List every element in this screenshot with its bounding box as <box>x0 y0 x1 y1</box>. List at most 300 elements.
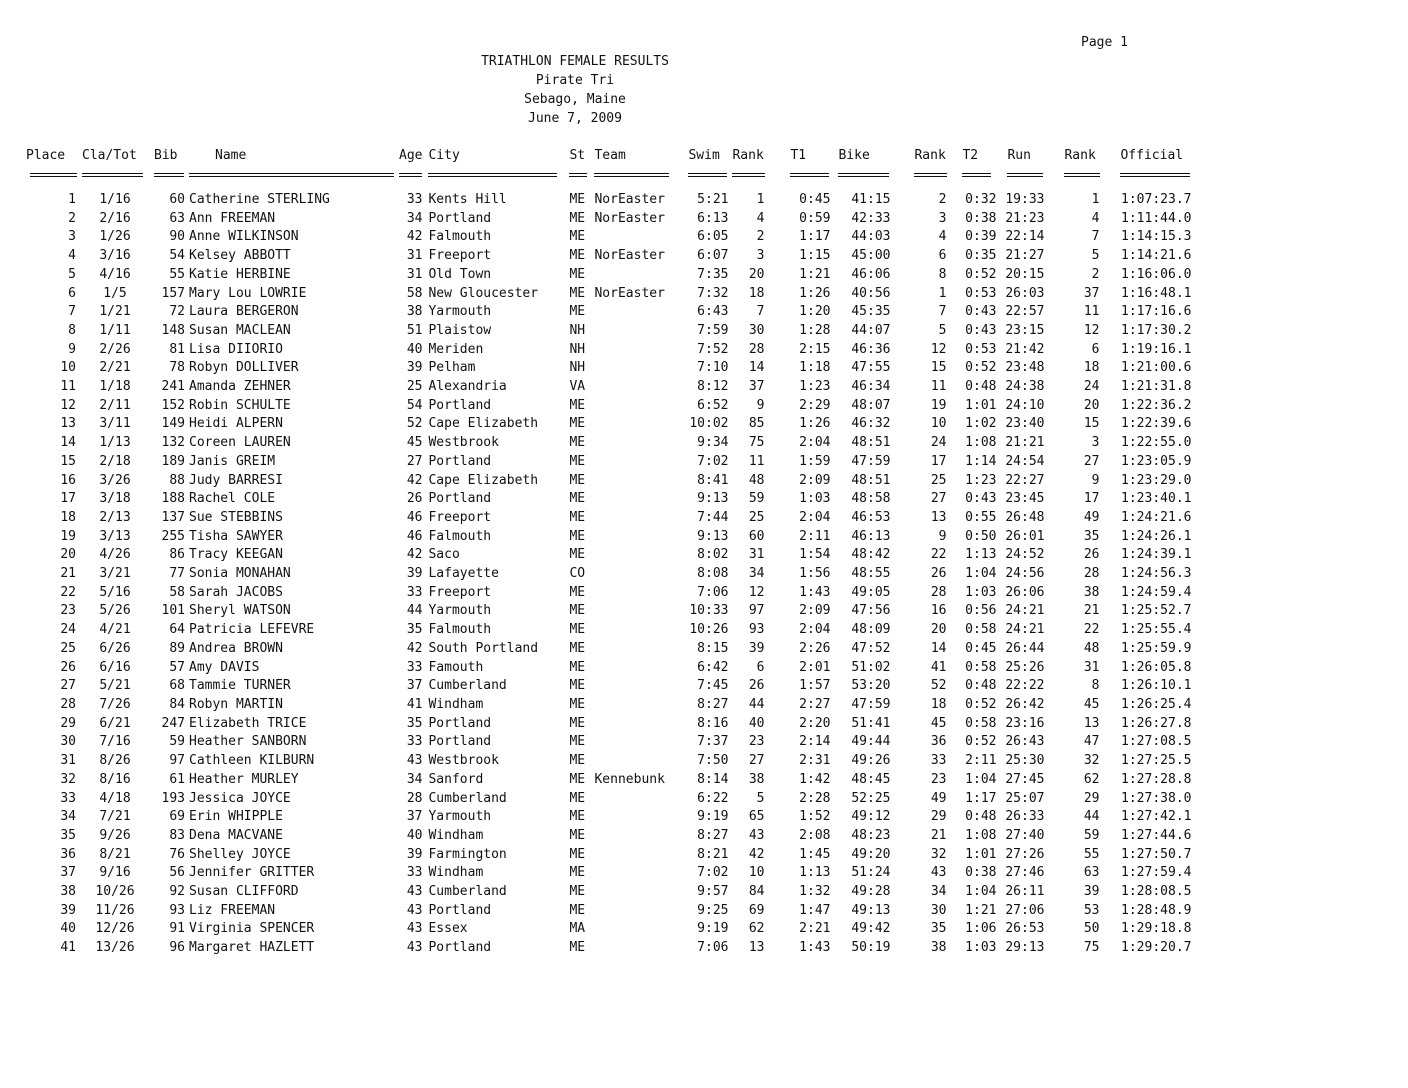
place-cell: 13 <box>60 416 76 432</box>
state-cell: ME <box>569 266 586 282</box>
state-cell: ME <box>569 827 586 843</box>
official-cell: 1:27:25.5 <box>1121 753 1192 769</box>
result-row <box>26 210 1195 229</box>
bike-cell: 48:58 <box>851 491 891 507</box>
swim-cell: 7:06 <box>697 584 729 600</box>
run-cell: 26:11 <box>1005 884 1045 900</box>
state-cell: ME <box>569 472 586 488</box>
official-cell: 1:26:25.4 <box>1121 696 1192 712</box>
result-row <box>26 565 1195 584</box>
swim-rank-cell: 5 <box>756 790 765 806</box>
state-cell: ME <box>569 304 586 320</box>
city-cell: Pelham <box>428 360 476 376</box>
age-cell: 35 <box>406 622 423 638</box>
state-cell: ME <box>569 902 586 918</box>
bike-cell: 48:42 <box>851 547 891 563</box>
header-underline <box>189 173 394 177</box>
header-underline <box>838 173 889 177</box>
bib-cell: 77 <box>169 566 185 582</box>
run-rank-cell: 48 <box>1083 640 1100 656</box>
team-cell <box>592 621 674 640</box>
bib-cell: 149 <box>161 416 185 432</box>
age-cell: 51 <box>406 322 423 338</box>
age-cell: 27 <box>406 453 423 469</box>
swim-cell: 9:57 <box>697 884 729 900</box>
bike-cell: 49:26 <box>851 753 891 769</box>
city-cell: Westbrook <box>428 435 499 451</box>
bib-cell: 72 <box>169 304 185 320</box>
t2-cell: 0:56 <box>965 603 997 619</box>
t1-cell: 1:21 <box>799 266 831 282</box>
team-cell <box>592 341 674 360</box>
class-total-cell: 1/5 <box>103 285 127 301</box>
name-cell: Sue STEBBINS <box>189 509 283 525</box>
run-cell: 27:46 <box>1005 865 1045 881</box>
name-cell: Robyn DOLLIVER <box>189 360 299 376</box>
team-cell <box>592 939 674 958</box>
age-cell: 28 <box>406 790 423 806</box>
header-underline <box>1007 173 1043 177</box>
bike-rank-cell: 8 <box>938 266 947 282</box>
city-cell: Famouth <box>428 659 484 675</box>
bike-cell: 42:33 <box>851 210 891 226</box>
city-cell: Windham <box>428 827 484 843</box>
bike-rank-cell: 4 <box>938 229 947 245</box>
swim-rank-cell: 2 <box>756 229 765 245</box>
t1-cell: 2:04 <box>799 622 831 638</box>
bike-rank-cell: 21 <box>930 827 947 843</box>
result-row <box>26 509 1195 528</box>
bike-rank-cell: 1 <box>938 285 947 301</box>
bike-rank-cell: 27 <box>930 491 947 507</box>
results-header <box>420 53 730 129</box>
run-rank-cell: 44 <box>1083 809 1100 825</box>
class-total-cell: 7/21 <box>99 809 131 825</box>
swim-cell: 8:15 <box>697 640 729 656</box>
official-cell: 1:29:18.8 <box>1121 921 1192 937</box>
state-cell: ME <box>569 865 586 881</box>
team-cell <box>592 565 674 584</box>
class-total-cell: 3/26 <box>99 472 131 488</box>
name-cell: Judy BARRESI <box>189 472 283 488</box>
run-cell: 24:21 <box>1005 603 1045 619</box>
name-cell: Tammie TURNER <box>189 678 291 694</box>
bike-cell: 52:25 <box>851 790 891 806</box>
swim-rank-cell: 1 <box>756 192 765 207</box>
city-cell: Falmouth <box>428 229 492 245</box>
city-cell: Sanford <box>428 771 484 787</box>
swim-rank-cell: 48 <box>748 472 765 488</box>
class-total-cell: 8/16 <box>99 771 131 787</box>
name-cell: Catherine STERLING <box>189 192 330 207</box>
class-total-cell: 1/11 <box>99 322 131 338</box>
swim-cell: 9:34 <box>697 435 729 451</box>
name-cell: Susan MACLEAN <box>189 322 291 338</box>
official-cell: 1:07:23.7 <box>1121 192 1192 207</box>
city-cell: Yarmouth <box>428 603 492 619</box>
team-cell <box>592 472 674 491</box>
run-cell: 24:54 <box>1005 453 1045 469</box>
swim-rank-cell: 93 <box>748 622 765 638</box>
official-cell: 1:28:08.5 <box>1121 884 1192 900</box>
bike-rank-cell: 16 <box>930 603 947 619</box>
official-cell: 1:27:38.0 <box>1121 790 1192 806</box>
run-rank-cell: 9 <box>1091 472 1100 488</box>
team-cell <box>592 415 674 434</box>
city-cell: Cape Elizabeth <box>428 472 539 488</box>
header-underline <box>399 173 422 177</box>
class-total-cell: 6/16 <box>99 659 131 675</box>
swim-cell: 6:42 <box>697 659 729 675</box>
class-total-cell: 3/13 <box>99 528 131 544</box>
team-cell <box>592 640 674 659</box>
place-cell: 18 <box>60 509 76 525</box>
t1-cell: 2:31 <box>799 753 831 769</box>
swim-rank-cell: 25 <box>748 509 765 525</box>
team-cell <box>592 322 674 341</box>
header-underline <box>82 173 143 177</box>
run-cell: 25:07 <box>1005 790 1045 806</box>
run-rank-cell: 29 <box>1083 790 1100 806</box>
result-row <box>26 715 1195 734</box>
class-total-cell: 5/26 <box>99 603 131 619</box>
age-cell: 40 <box>406 341 423 357</box>
run-cell: 24:21 <box>1005 622 1045 638</box>
age-cell: 46 <box>406 528 423 544</box>
t2-cell: 1:03 <box>965 940 997 956</box>
age-cell: 33 <box>406 734 423 750</box>
run-rank-cell: 18 <box>1083 360 1100 376</box>
place-cell: 25 <box>60 640 76 656</box>
name-cell: Jessica JOYCE <box>189 790 291 806</box>
t1-cell: 1:18 <box>799 360 831 376</box>
city-cell: Falmouth <box>428 528 492 544</box>
team-cell <box>592 228 674 247</box>
t2-cell: 0:48 <box>965 678 997 694</box>
run-cell: 24:56 <box>1005 566 1045 582</box>
state-cell: ME <box>569 528 586 544</box>
run-cell: 24:10 <box>1005 397 1045 413</box>
bike-rank-cell: 36 <box>930 734 947 750</box>
t1-cell: 2:26 <box>799 640 831 656</box>
place-cell: 35 <box>60 827 76 843</box>
bib-cell: 255 <box>161 528 185 544</box>
bib-cell: 61 <box>169 771 185 787</box>
bike-rank-cell: 32 <box>930 846 947 862</box>
run-cell: 19:33 <box>1005 192 1045 207</box>
run-rank-cell: 2 <box>1091 266 1100 282</box>
name-cell: Sheryl WATSON <box>189 603 291 619</box>
age-cell: 33 <box>406 865 423 881</box>
name-cell: Coreen LAUREN <box>189 435 291 451</box>
t1-cell: 2:15 <box>799 341 831 357</box>
name-cell: Erin WHIPPLE <box>189 809 283 825</box>
official-cell: 1:19:16.1 <box>1121 341 1192 357</box>
t2-cell: 1:21 <box>965 902 997 918</box>
t2-cell: 0:58 <box>965 659 997 675</box>
col-run-rank: Rank <box>1064 148 1096 163</box>
run-cell: 26:01 <box>1005 528 1045 544</box>
result-row <box>26 322 1195 341</box>
result-row <box>26 378 1195 397</box>
bike-rank-cell: 11 <box>930 379 947 395</box>
run-cell: 26:06 <box>1005 584 1045 600</box>
result-row <box>26 191 1195 210</box>
run-rank-cell: 17 <box>1083 491 1100 507</box>
place-cell: 15 <box>60 453 76 469</box>
official-cell: 1:24:56.3 <box>1121 566 1192 582</box>
t2-cell: 0:50 <box>965 528 997 544</box>
bike-cell: 46:13 <box>851 528 891 544</box>
t2-cell: 0:58 <box>965 715 997 731</box>
t2-cell: 1:04 <box>965 771 997 787</box>
swim-rank-cell: 85 <box>748 416 765 432</box>
name-cell: Heather SANBORN <box>189 734 307 750</box>
age-cell: 25 <box>406 379 423 395</box>
result-row <box>26 846 1195 865</box>
age-cell: 39 <box>406 566 423 582</box>
bike-rank-cell: 9 <box>938 528 947 544</box>
bib-cell: 84 <box>169 696 185 712</box>
run-cell: 20:15 <box>1005 266 1045 282</box>
class-total-cell: 4/18 <box>99 790 131 806</box>
bike-cell: 48:51 <box>851 435 891 451</box>
official-cell: 1:28:48.9 <box>1121 902 1192 918</box>
run-cell: 23:48 <box>1005 360 1045 376</box>
bib-cell: 188 <box>161 491 185 507</box>
bike-cell: 47:59 <box>851 696 891 712</box>
col-bike-rank: Rank <box>914 148 946 163</box>
t1-cell: 2:20 <box>799 715 831 731</box>
col-bib: Bib <box>154 148 178 163</box>
swim-rank-cell: 43 <box>748 827 765 843</box>
result-row <box>26 696 1195 715</box>
swim-cell: 7:06 <box>697 940 729 956</box>
official-cell: 1:23:40.1 <box>1121 491 1192 507</box>
run-cell: 21:21 <box>1005 435 1045 451</box>
class-total-cell: 13/26 <box>95 940 135 956</box>
city-cell: Freeport <box>428 509 492 525</box>
bib-cell: 93 <box>169 902 185 918</box>
result-row <box>26 771 1195 790</box>
bike-cell: 46:36 <box>851 341 891 357</box>
city-cell: New Gloucester <box>428 285 539 301</box>
official-cell: 1:22:55.0 <box>1121 435 1192 451</box>
t1-cell: 1:59 <box>799 453 831 469</box>
swim-rank-cell: 27 <box>748 753 765 769</box>
class-total-cell: 2/26 <box>99 341 131 357</box>
run-cell: 24:38 <box>1005 379 1045 395</box>
bib-cell: 69 <box>169 809 185 825</box>
run-cell: 26:48 <box>1005 509 1045 525</box>
class-total-cell: 4/21 <box>99 622 131 638</box>
bike-rank-cell: 19 <box>930 397 947 413</box>
swim-rank-cell: 14 <box>748 360 765 376</box>
run-rank-cell: 7 <box>1091 229 1100 245</box>
swim-cell: 8:12 <box>697 379 729 395</box>
result-row <box>26 303 1195 322</box>
t2-cell: 1:08 <box>965 435 997 451</box>
class-total-cell: 7/16 <box>99 734 131 750</box>
result-row <box>26 602 1195 621</box>
state-cell: ME <box>569 640 586 656</box>
col-name: Name <box>215 148 247 163</box>
t2-cell: 1:14 <box>965 453 997 469</box>
official-cell: 1:11:44.0 <box>1121 210 1192 226</box>
t2-cell: 0:43 <box>965 322 997 338</box>
city-cell: South Portland <box>428 640 539 656</box>
run-rank-cell: 20 <box>1083 397 1100 413</box>
run-cell: 22:14 <box>1005 229 1045 245</box>
swim-rank-cell: 65 <box>748 809 765 825</box>
name-cell: Patricia LEFEVRE <box>189 622 315 638</box>
bike-cell: 46:32 <box>851 416 891 432</box>
swim-cell: 7:50 <box>697 753 729 769</box>
bib-cell: 60 <box>169 192 185 207</box>
run-rank-cell: 1 <box>1091 192 1100 207</box>
place-cell: 16 <box>60 472 76 488</box>
run-rank-cell: 6 <box>1091 341 1100 357</box>
t2-cell: 0:52 <box>965 266 997 282</box>
name-cell: Andrea BROWN <box>189 640 283 656</box>
state-cell: ME <box>569 453 586 469</box>
name-cell: Robyn MARTIN <box>189 696 283 712</box>
bike-rank-cell: 43 <box>930 865 947 881</box>
bike-cell: 49:12 <box>851 809 891 825</box>
name-cell: Tisha SAWYER <box>189 528 283 544</box>
swim-cell: 7:02 <box>697 865 729 881</box>
class-total-cell: 4/26 <box>99 547 131 563</box>
bib-cell: 97 <box>169 753 185 769</box>
age-cell: 42 <box>406 229 423 245</box>
team-cell <box>592 397 674 416</box>
official-cell: 1:22:39.6 <box>1121 416 1192 432</box>
bib-cell: 63 <box>169 210 185 226</box>
run-cell: 27:06 <box>1005 902 1045 918</box>
bike-rank-cell: 15 <box>930 360 947 376</box>
result-row <box>26 808 1195 827</box>
team-cell <box>592 546 674 565</box>
t2-cell: 1:13 <box>965 547 997 563</box>
team-cell <box>592 359 674 378</box>
swim-rank-cell: 40 <box>748 715 765 731</box>
t1-cell: 2:09 <box>799 603 831 619</box>
t1-cell: 1:26 <box>799 416 831 432</box>
state-cell: ME <box>569 940 586 956</box>
swim-cell: 8:08 <box>697 566 729 582</box>
bib-cell: 81 <box>169 341 185 357</box>
t1-cell: 1:47 <box>799 902 831 918</box>
event-location: Sebago, Maine <box>524 91 626 107</box>
t1-cell: 1:43 <box>799 940 831 956</box>
t2-cell: 0:58 <box>965 622 997 638</box>
bib-cell: 90 <box>169 229 185 245</box>
state-cell: ME <box>569 734 586 750</box>
t1-cell: 1:43 <box>799 584 831 600</box>
swim-cell: 7:59 <box>697 322 729 338</box>
col-swim: Swim <box>688 148 720 163</box>
t1-cell: 1:52 <box>799 809 831 825</box>
bib-cell: 76 <box>169 846 185 862</box>
bike-rank-cell: 28 <box>930 584 947 600</box>
swim-rank-cell: 28 <box>748 341 765 357</box>
run-rank-cell: 47 <box>1083 734 1100 750</box>
swim-cell: 8:27 <box>697 827 729 843</box>
age-cell: 37 <box>406 678 423 694</box>
class-total-cell: 3/21 <box>99 566 131 582</box>
state-cell: ME <box>569 771 586 787</box>
t1-cell: 1:57 <box>799 678 831 694</box>
run-cell: 22:57 <box>1005 304 1045 320</box>
swim-cell: 7:45 <box>697 678 729 694</box>
t1-cell: 1:17 <box>799 229 831 245</box>
t1-cell: 1:28 <box>799 322 831 338</box>
city-cell: Freeport <box>428 248 492 264</box>
run-rank-cell: 12 <box>1083 322 1100 338</box>
swim-rank-cell: 75 <box>748 435 765 451</box>
class-total-cell: 3/18 <box>99 491 131 507</box>
run-rank-cell: 55 <box>1083 846 1100 862</box>
age-cell: 34 <box>406 771 423 787</box>
t1-cell: 2:01 <box>799 659 831 675</box>
official-cell: 1:16:48.1 <box>1121 285 1192 301</box>
official-cell: 1:16:06.0 <box>1121 266 1192 282</box>
state-cell: ME <box>569 753 586 769</box>
t2-cell: 0:32 <box>965 192 997 207</box>
t1-cell: 0:45 <box>799 192 831 207</box>
age-cell: 35 <box>406 715 423 731</box>
age-cell: 44 <box>406 603 423 619</box>
run-cell: 29:13 <box>1005 940 1045 956</box>
t1-cell: 2:29 <box>799 397 831 413</box>
team-cell <box>592 303 674 322</box>
bike-cell: 51:02 <box>851 659 891 675</box>
bike-rank-cell: 41 <box>930 659 947 675</box>
name-cell: Anne WILKINSON <box>189 229 299 245</box>
run-cell: 25:30 <box>1005 753 1045 769</box>
city-cell: Portland <box>428 715 492 731</box>
result-row <box>26 359 1195 378</box>
name-cell: Mary Lou LOWRIE <box>189 285 307 301</box>
run-rank-cell: 49 <box>1083 509 1100 525</box>
age-cell: 43 <box>406 902 423 918</box>
place-cell: 36 <box>60 846 76 862</box>
official-cell: 1:25:52.7 <box>1121 603 1192 619</box>
city-cell: Portland <box>428 491 492 507</box>
official-cell: 1:23:05.9 <box>1121 453 1192 469</box>
bib-cell: 92 <box>169 884 185 900</box>
col-swim-rank: Rank <box>732 148 764 163</box>
swim-rank-cell: 44 <box>748 696 765 712</box>
class-total-cell: 2/18 <box>99 453 131 469</box>
result-row <box>26 266 1195 285</box>
place-cell: 40 <box>60 921 76 937</box>
bike-rank-cell: 13 <box>930 509 947 525</box>
bib-cell: 101 <box>161 603 185 619</box>
age-cell: 38 <box>406 304 423 320</box>
swim-cell: 9:19 <box>697 809 729 825</box>
swim-rank-cell: 18 <box>748 285 765 301</box>
team-cell <box>592 864 674 883</box>
place-cell: 2 <box>68 210 76 226</box>
official-cell: 1:17:16.6 <box>1121 304 1192 320</box>
city-cell: Windham <box>428 865 484 881</box>
official-cell: 1:27:44.6 <box>1121 827 1192 843</box>
bike-rank-cell: 5 <box>938 322 947 338</box>
col-official: Official <box>1120 148 1184 163</box>
team-cell <box>592 659 674 678</box>
event-date: June 7, 2009 <box>528 110 622 126</box>
